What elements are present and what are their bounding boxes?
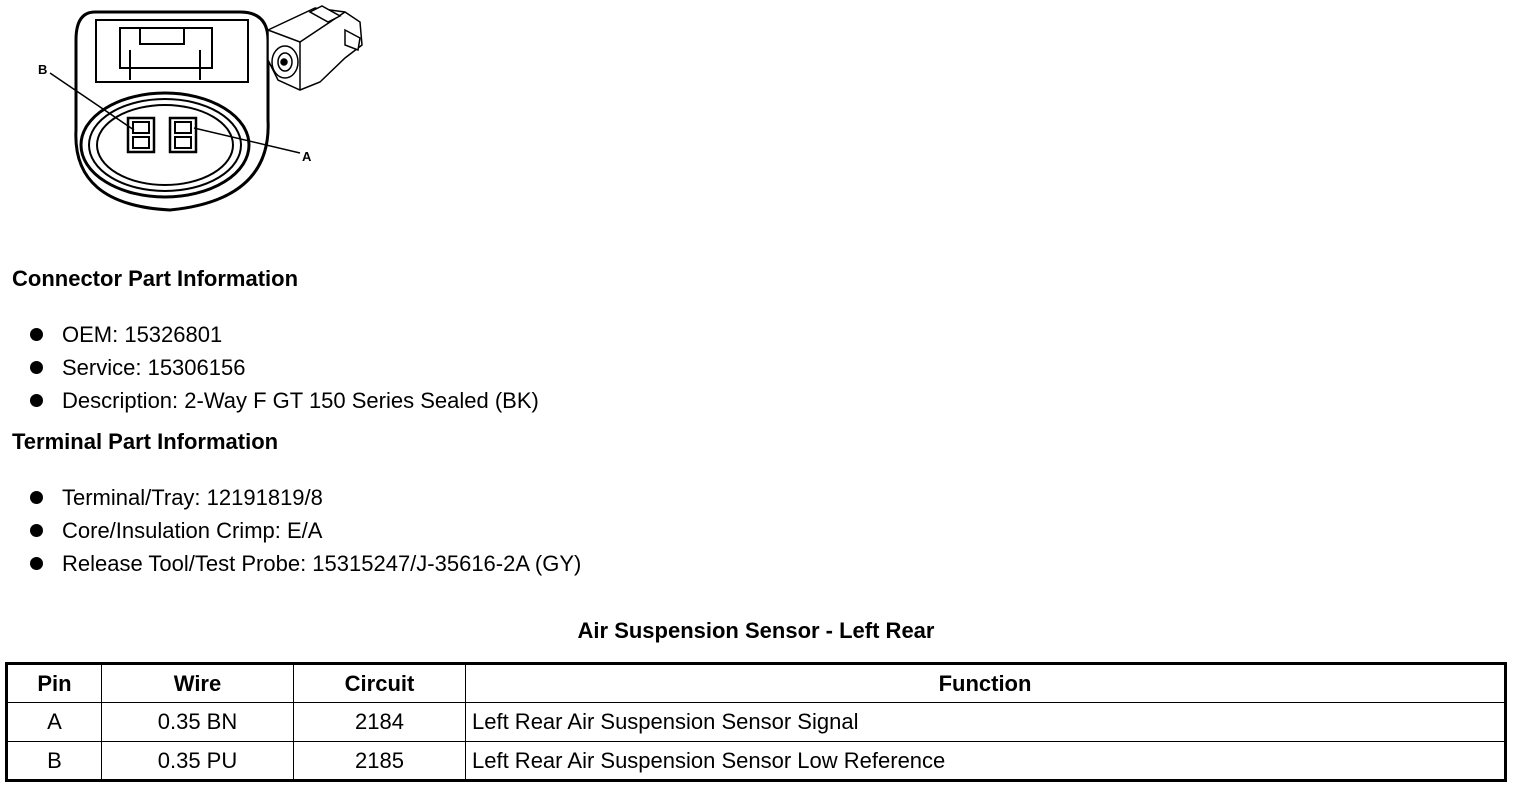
cell-wire: 0.35 BN bbox=[102, 703, 294, 742]
list-item bbox=[30, 547, 581, 580]
pinout-table bbox=[5, 662, 1507, 782]
bullet-icon bbox=[30, 557, 43, 570]
list-item-text: Description: 2-Way F GT 150 Series Sealed (BK) bbox=[62, 388, 539, 413]
table-header-row bbox=[7, 664, 1506, 703]
list-item-text: Core/Insulation Crimp: E/A bbox=[62, 518, 323, 543]
cell-pin: A bbox=[7, 703, 102, 742]
connector-diagram bbox=[0, 0, 380, 220]
table-row bbox=[7, 703, 1506, 742]
list-item-text: Release Tool/Test Probe: 15315247/J-35616-2A (GY) bbox=[62, 551, 582, 576]
list-item bbox=[30, 351, 539, 384]
list-item bbox=[30, 514, 581, 547]
header-function: Function bbox=[466, 664, 1506, 703]
cavity-b bbox=[128, 118, 154, 152]
bullet-icon bbox=[30, 524, 43, 537]
connector-3d-illustration bbox=[268, 6, 362, 90]
table-row bbox=[7, 742, 1506, 781]
header-wire: Wire bbox=[102, 664, 294, 703]
pin-label-a: A bbox=[302, 149, 312, 164]
list-item-text: Service: 15306156 bbox=[62, 355, 246, 380]
bullet-icon bbox=[30, 361, 43, 374]
cell-wire: 0.35 PU bbox=[102, 742, 294, 781]
list-item-text: Terminal/Tray: 12191819/8 bbox=[62, 485, 323, 510]
table-title: Air Suspension Sensor - Left Rear bbox=[577, 618, 935, 643]
header-circuit: Circuit bbox=[294, 664, 466, 703]
terminal-info-list bbox=[30, 481, 581, 580]
cell-pin: B bbox=[7, 742, 102, 781]
bullet-icon bbox=[30, 394, 43, 407]
cell-function: Left Rear Air Suspension Sensor Signal bbox=[466, 703, 1506, 742]
connector-info-list bbox=[30, 318, 539, 417]
pin-label-b: B bbox=[38, 62, 48, 77]
cavity-a bbox=[170, 118, 196, 152]
list-item-text: OEM: 15326801 bbox=[62, 322, 223, 347]
bullet-icon bbox=[30, 328, 43, 341]
connector-info-title: Connector Part Information bbox=[12, 266, 299, 291]
list-item bbox=[30, 384, 539, 417]
header-pin: Pin bbox=[7, 664, 102, 703]
terminal-info-title: Terminal Part Information bbox=[12, 429, 279, 454]
cell-function: Left Rear Air Suspension Sensor Low Reference bbox=[466, 742, 1506, 781]
connector-face bbox=[50, 12, 300, 210]
cell-circuit: 2184 bbox=[294, 703, 466, 742]
cell-circuit: 2185 bbox=[294, 742, 466, 781]
list-item bbox=[30, 318, 539, 351]
list-item bbox=[30, 481, 581, 514]
bullet-icon bbox=[30, 491, 43, 504]
